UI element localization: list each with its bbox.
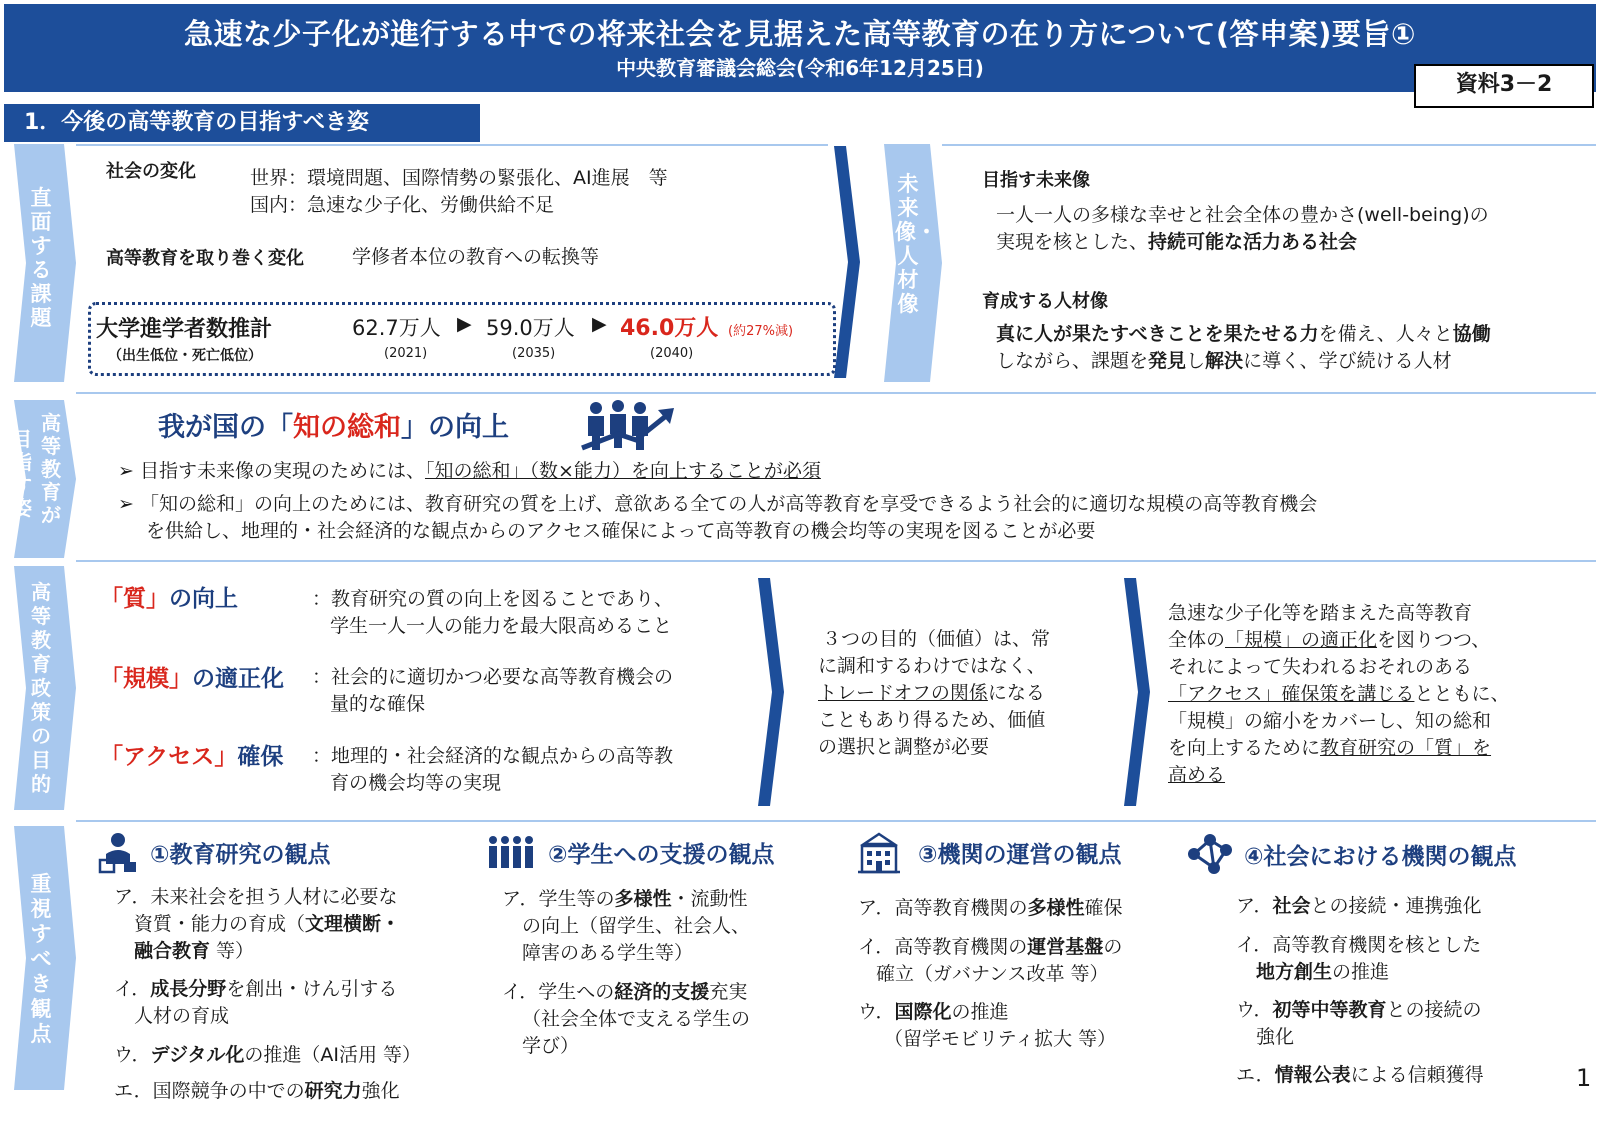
viewpoint-2-a2: の向上（留学生、社会人、 (522, 915, 751, 937)
viewpoint-2-b1 (502, 977, 747, 1004)
strategy-emphasis: 「規模」の適正化 (1225, 629, 1378, 651)
strategy-line6 (1168, 733, 1491, 760)
viewpoint-3-b2: 確立（ガバナンス改革 等） (876, 963, 1109, 985)
projection-note: （出生低位・死亡低位） (108, 348, 262, 364)
viewpoint-text: 資質・能力の育成（ (134, 913, 306, 935)
viewpoint-text: の (1103, 936, 1123, 958)
policy-key: 規模 (123, 666, 169, 692)
viewpoint-text: エ．国際競争の中での (114, 1080, 305, 1102)
talent-text: に導く、学び続ける人材 (1243, 350, 1452, 372)
strategy-line2 (1168, 625, 1490, 652)
viewpoint-4-b2 (1256, 957, 1389, 984)
policy-key: アクセス (123, 744, 215, 770)
strategy-line7: 高める (1168, 764, 1226, 786)
school-building-icon (856, 832, 902, 874)
viewpoint-text: ウ． (114, 1044, 151, 1066)
teacher-icon (96, 830, 140, 874)
viewpoint-1-a2 (134, 909, 400, 936)
viewpoint-emphasis: 研究力 (304, 1080, 362, 1102)
policy-access-label (100, 738, 283, 771)
viewpoint-3-a1 (858, 893, 1123, 920)
projection-year-2021: (2021) (384, 346, 428, 361)
divider (76, 560, 1596, 562)
strategy-emphasis: 教育研究の「質」を (1320, 737, 1492, 759)
policy-access-desc1: ：地理的・社会経済的な観点からの高等教 (312, 745, 674, 767)
policy-quality-label (100, 580, 238, 613)
projection-value-2021: 62.7万人 (352, 316, 441, 340)
strategy-line5: 「規模」の縮小をカバーし、知の総和 (1168, 710, 1492, 732)
goal-title-text: 我が国の「 (158, 412, 293, 443)
divider (76, 820, 1596, 822)
viewpoint-text: を創出・けん引する (226, 978, 398, 1000)
future-vision-line1: 一人一人の多様な幸せと社会全体の豊かさ(well-being)の (996, 204, 1489, 226)
viewpoint-emphasis: 初等中等教育 (1272, 999, 1387, 1021)
tradeoff-line4: こともあり得るため、価値 (818, 709, 1046, 731)
viewpoint-emphasis: デジタル化 (150, 1044, 245, 1066)
viewpoint-text: による信頼獲得 (1350, 1064, 1484, 1086)
goal-title-text: 」の向上 (401, 412, 509, 443)
policy-label-rest: の向上 (169, 586, 238, 612)
page-number: 1 (1576, 1064, 1592, 1092)
viewpoint-text: ウ． (858, 1001, 895, 1023)
bullet-marker: ➢ (118, 460, 134, 482)
goal-bullet-text: 目指す未来像の実現のためには、 (139, 460, 425, 482)
viewpoint-1-b2: 人材の育成 (134, 1005, 230, 1027)
tradeoff-line1: ３つの目的（価値）は、常 (822, 628, 1051, 650)
tradeoff-text: になる (987, 682, 1045, 704)
society-change-label: 社会の変化 (106, 161, 196, 182)
viewpoint-emphasis: 国際化 (894, 1001, 952, 1023)
viewpoint-1-b1 (114, 974, 397, 1001)
viewpoint-3-title: ③機関の運営の観点 (918, 842, 1122, 868)
strategy-line1: 急速な少子化等を踏まえた高等教育 (1168, 602, 1473, 624)
divider (942, 144, 1596, 146)
viewpoint-3-b1 (858, 932, 1122, 959)
viewpoint-text: の推進 (951, 1001, 1009, 1023)
tradeoff-emphasis: トレードオフの関係 (818, 682, 988, 704)
future-vision-emphasis: 持続可能な活力ある社会 (1148, 231, 1358, 253)
divider (76, 144, 828, 146)
viewpoint-2-a3: 障害のある学生等） (522, 942, 694, 964)
viewpoint-4-c1 (1236, 995, 1482, 1022)
viewpoint-3-c2: （留学モビリティ拡大 等） (884, 1028, 1117, 1050)
talent-label: 育成する人材像 (982, 291, 1108, 312)
quote-mark: 」 (214, 744, 238, 770)
viewpoint-emphasis: 多様性 (614, 888, 672, 910)
students-group-icon (486, 834, 534, 870)
talent-line1 (996, 319, 1491, 346)
viewpoint-emphasis: 文理横断・ (305, 913, 401, 935)
viewpoint-3-c1 (858, 997, 1009, 1024)
strategy-text: とともに、 (1414, 683, 1510, 705)
viewpoint-1-title: ①教育研究の観点 (150, 842, 331, 868)
viewpoint-emphasis: 地方創生 (1256, 961, 1333, 983)
strategy-text: 全体の (1168, 629, 1226, 651)
bullet-marker: ➢ (118, 493, 134, 515)
policy-key: 質 (123, 586, 146, 612)
quote-mark: 「 (100, 586, 123, 612)
goal-bullet-2-cont: を供給し、地理的・社会経済的な観点からのアクセス確保によって高等教育の機会均等の実現を図ることが必要 (146, 520, 1096, 542)
viewpoint-4-d1 (1236, 1060, 1484, 1087)
quote-mark: 「 (100, 666, 123, 692)
talent-emphasis: 真に人が果たすべきことを果たせる力 (996, 323, 1319, 345)
policy-quality-desc2: 学生一人一人の能力を最大限高めること (330, 615, 673, 637)
viewpoint-1-d1 (114, 1076, 400, 1103)
talent-emphasis: 発見 (1148, 350, 1187, 372)
divider (76, 392, 1596, 394)
talent-text: し (1186, 350, 1206, 372)
viewpoint-text: ア．学生等の (502, 888, 615, 910)
viewpoint-text: ア．高等教育機関の (858, 897, 1028, 919)
projection-arrow: ▶ (592, 313, 607, 335)
quote-mark: 「 (100, 744, 123, 770)
network-icon (1184, 830, 1236, 878)
talent-emphasis: 解決 (1205, 350, 1244, 372)
viewpoint-emphasis: 経済的支援 (614, 981, 710, 1003)
issues-band-label: 直面する課題 (30, 186, 52, 330)
viewpoint-text: イ．学生への (502, 981, 615, 1003)
document-label: 資料3－2 (1414, 64, 1594, 108)
viewpoint-emphasis: 情報公表 (1274, 1064, 1351, 1086)
viewpoint-2-a1 (502, 884, 748, 911)
arrow-issues-to-future (834, 146, 860, 378)
arrow-policy-2 (1124, 578, 1150, 806)
viewpoints-band-label: 重視すべき観点 (30, 872, 52, 1046)
he-change-text: 学修者本位の教育への転換等 (352, 246, 600, 268)
policy-label-rest: 確保 (237, 744, 284, 770)
viewpoint-text: 確保 (1084, 897, 1123, 919)
page-title: 急速な少子化が進行する中での将来社会を見据えた高等教育の在り方について(答申案)要旨① (184, 17, 1416, 51)
future-vision-line2 (996, 227, 1357, 254)
tradeoff-line5: の選択と調整が必要 (818, 736, 990, 758)
viewpoint-text: ウ． (1236, 999, 1273, 1021)
viewpoint-4-c2: 強化 (1256, 1026, 1295, 1048)
viewpoint-text: ア． (1236, 895, 1273, 917)
goal-band-label-sub: 目指す姿 (12, 427, 32, 520)
strategy-line4 (1168, 679, 1509, 706)
viewpoint-2-b3: 学び） (522, 1035, 580, 1057)
viewpoint-text: との接続・連携強化 (1310, 895, 1482, 917)
section-title: 1．今後の高等教育の目指すべき姿 (4, 104, 480, 142)
goal-bullet-emphasis: 「知の総和」（数×能力）を向上することが必須 (424, 460, 821, 482)
goal-bullet-1 (118, 456, 821, 483)
projection-arrow: ▶ (457, 313, 472, 335)
tradeoff-line2: に調和するわけではなく、 (818, 655, 1046, 677)
talent-line2 (996, 346, 1452, 373)
viewpoint-text: エ． (1236, 1064, 1275, 1086)
viewpoint-emphasis: 社会 (1272, 895, 1311, 917)
strategy-emphasis: 「アクセス」確保策を講じる (1168, 683, 1415, 705)
policy-access-desc2: 育の機会均等の実現 (330, 772, 502, 794)
strategy-text: を図りつつ、 (1377, 629, 1491, 651)
policy-band-label: 高等教育政策の目的 (31, 580, 51, 796)
society-change-domestic: 国内：急速な少子化、労働供給不足 (250, 194, 555, 216)
viewpoint-text: ・流動性 (671, 888, 748, 910)
strategy-text: を向上するために (1168, 737, 1321, 759)
quote-mark: 」 (146, 586, 169, 612)
arrow-policy-1 (758, 578, 784, 806)
viewpoint-4-a1 (1236, 891, 1482, 918)
viewpoint-text: イ．高等教育機関の (858, 936, 1028, 958)
policy-scale-desc2: 量的な確保 (330, 693, 426, 715)
projection-reduction: (約27%減) (728, 324, 794, 339)
projection-value-2040: 46.0万人 (620, 316, 719, 341)
he-change-label: 高等教育を取り巻く変化 (106, 248, 304, 269)
future-vision-text: 実現を核とした、 (996, 231, 1149, 253)
viewpoint-4-title: ④社会における機関の観点 (1244, 844, 1517, 870)
society-change-world: 世界：環境問題、国際情勢の緊張化、AI進展 等 (250, 167, 668, 189)
viewpoint-text: イ． (114, 978, 151, 1000)
viewpoint-text: の推進（AI活用 等） (244, 1044, 422, 1066)
tradeoff-line3 (818, 678, 1045, 705)
projection-year-2040: (2040) (650, 346, 694, 361)
projection-label: 大学進学者数推計 (96, 317, 273, 342)
people-growth-icon (578, 398, 678, 454)
talent-text: を備え、人々と (1318, 323, 1453, 345)
talent-emphasis: 協働 (1452, 323, 1491, 345)
viewpoint-text: 等） (210, 940, 255, 962)
policy-scale-desc1: ：社会的に適切かつ必要な高等教育機会の (312, 666, 674, 688)
header-banner (4, 4, 1596, 92)
viewpoint-emphasis: 多様性 (1027, 897, 1085, 919)
policy-quality-desc1: ：教育研究の質の向上を図ることであり、 (312, 588, 674, 610)
viewpoint-2-title: ②学生への支援の観点 (548, 842, 775, 868)
viewpoint-emphasis: 融合教育 (134, 940, 211, 962)
strategy-line3: それによって失われるおそれのある (1168, 656, 1473, 678)
viewpoint-4-b1: イ．高等教育機関を核とした (1236, 934, 1482, 956)
goal-band-label-main: 高等教育が (41, 411, 61, 527)
talent-text: しながら、課題を (996, 350, 1149, 372)
viewpoint-text: との接続の (1386, 999, 1482, 1021)
goal-bullet-text: 「知の総和」の向上のためには、教育研究の質を上げ、意欲ある全ての人が高等教育を享受できるよう社会的に適切な規模の高等教育機会 (139, 493, 1318, 515)
viewpoint-1-a1: ア．未来社会を担う人材に必要な (114, 886, 398, 908)
goal-bullet-2 (118, 489, 1317, 516)
viewpoint-text: の推進 (1332, 961, 1390, 983)
future-band-label: 未来像・人材像 (895, 172, 937, 316)
viewpoint-emphasis: 成長分野 (150, 978, 227, 1000)
viewpoint-emphasis: 運営基盤 (1027, 936, 1104, 958)
viewpoint-1-a3 (134, 936, 254, 963)
quote-mark: 」 (169, 666, 192, 692)
policy-scale-label (100, 660, 284, 693)
viewpoint-2-b2: （社会全体で支える学生の (522, 1008, 751, 1030)
viewpoint-1-c1 (114, 1040, 421, 1067)
page-subtitle: 中央教育審議会総会(令和6年12月25日) (616, 56, 984, 80)
future-vision-label: 目指す未来像 (982, 170, 1090, 191)
projection-value-2035: 59.0万人 (486, 316, 575, 340)
viewpoint-text: 強化 (361, 1080, 400, 1102)
viewpoint-text: 充実 (709, 981, 748, 1003)
policy-label-rest: の適正化 (192, 666, 284, 692)
goal-title (158, 405, 509, 444)
goal-title-emphasis: 知の総和 (293, 412, 401, 443)
projection-year-2035: (2035) (512, 346, 556, 361)
